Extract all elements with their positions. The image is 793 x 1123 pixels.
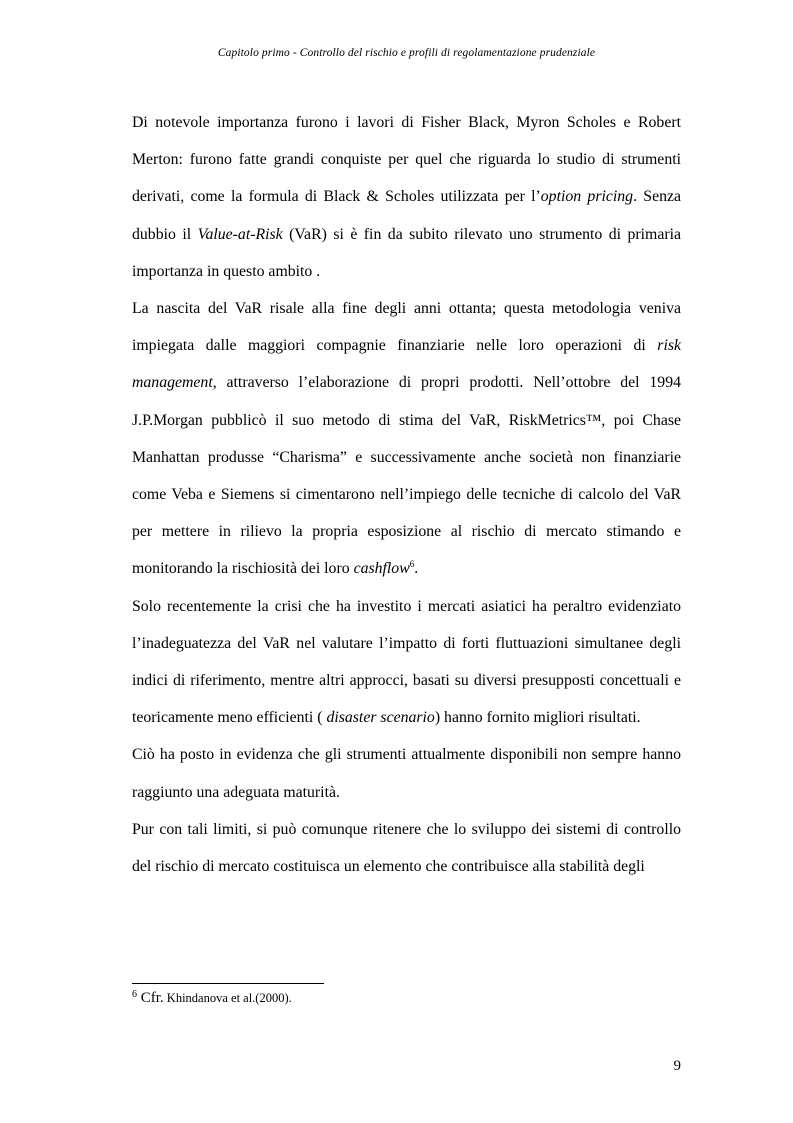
body-text	[132, 104, 681, 885]
paragraph-5	[132, 811, 681, 885]
page-number: 9	[673, 1058, 681, 1074]
paragraph-2	[132, 290, 681, 588]
footnote-text: Khindanova et al.(2000).	[163, 991, 292, 1005]
paragraph-text: , attraverso l’elaborazione di propri prodotti. Nell’ottobre del 1994 J.P.Morgan pubblicò il suo metodo di stima del VaR, RiskMetrics™, poi Chase Manhattan produsse “Charisma” e successivamente anche società non finanziarie come Veba e Siemens si cimentarono nell’impiego delle tecniche di calcolo del VaR per mettere in rilievo la propria esposizione al rischio di mercato stimando e monitorando la rischiosità dei loro	[132, 374, 681, 578]
italic-term: option pricing	[540, 188, 634, 206]
italic-term: cashflow	[353, 560, 410, 578]
paragraph-text: La nascita del VaR risale alla fine degli anni ottanta; questa metodologia veniva impiegata dalle maggiori compagnie finanziarie nelle loro operazioni di	[132, 300, 681, 355]
running-header: Capitolo primo - Controllo del rischio e profili di regolamentazione prudenziale	[217, 47, 596, 59]
italic-term: risk management	[132, 337, 681, 392]
italic-term: disaster scenario	[326, 709, 435, 727]
footnote	[132, 990, 292, 1007]
paragraph-text: ) hanno fornito migliori risultati.	[434, 709, 641, 727]
paragraph-text: Di notevole importanza furono i lavori di Fisher Black, Myron Scholes e Robert Merton: furono fatte grandi conquiste per quel che riguarda lo studio di strumenti derivati, come la formula di Black & Scholes utilizzata per l’	[132, 114, 681, 206]
paragraph-text: (VaR) si è fin da subito rilevato uno strumento di primaria importanza in questo ambito .	[132, 225, 681, 280]
paragraph-text: Solo recentemente la crisi che ha investito i mercati asiatici ha peraltro evidenziato l’inadeguatezza del VaR nel valutare l’impatto di forti fluttuazioni simultanee degli indici di riferimento, mentre altri approcci, basati su diversi presupposti concettuali e teoricamente meno efficienti (	[132, 597, 681, 727]
footnote-reference[interactable]: 6	[409, 559, 415, 570]
footnote-number: 6	[132, 989, 137, 1000]
paragraph-text: Ciò ha posto in evidenza che gli strumenti attualmente disponibili non sempre hanno raggiunto una adeguata maturità.	[132, 746, 681, 801]
paragraph-4	[132, 736, 681, 810]
paragraph-3	[132, 588, 681, 737]
italic-term: Value-at-Risk	[197, 225, 283, 243]
paragraph-text: .	[414, 560, 419, 578]
paragraph-text: Pur con tali limiti, si può comunque ritenere che lo sviluppo dei sistemi di controllo del rischio di mercato costituisca un elemento che contribuisce alla stabilità degli	[132, 820, 681, 876]
paragraph-1	[132, 104, 681, 290]
footnote-lead: Cfr.	[137, 990, 164, 1006]
paragraph-text: . Senza dubbio il	[132, 188, 681, 243]
footnote-separator	[132, 983, 324, 984]
